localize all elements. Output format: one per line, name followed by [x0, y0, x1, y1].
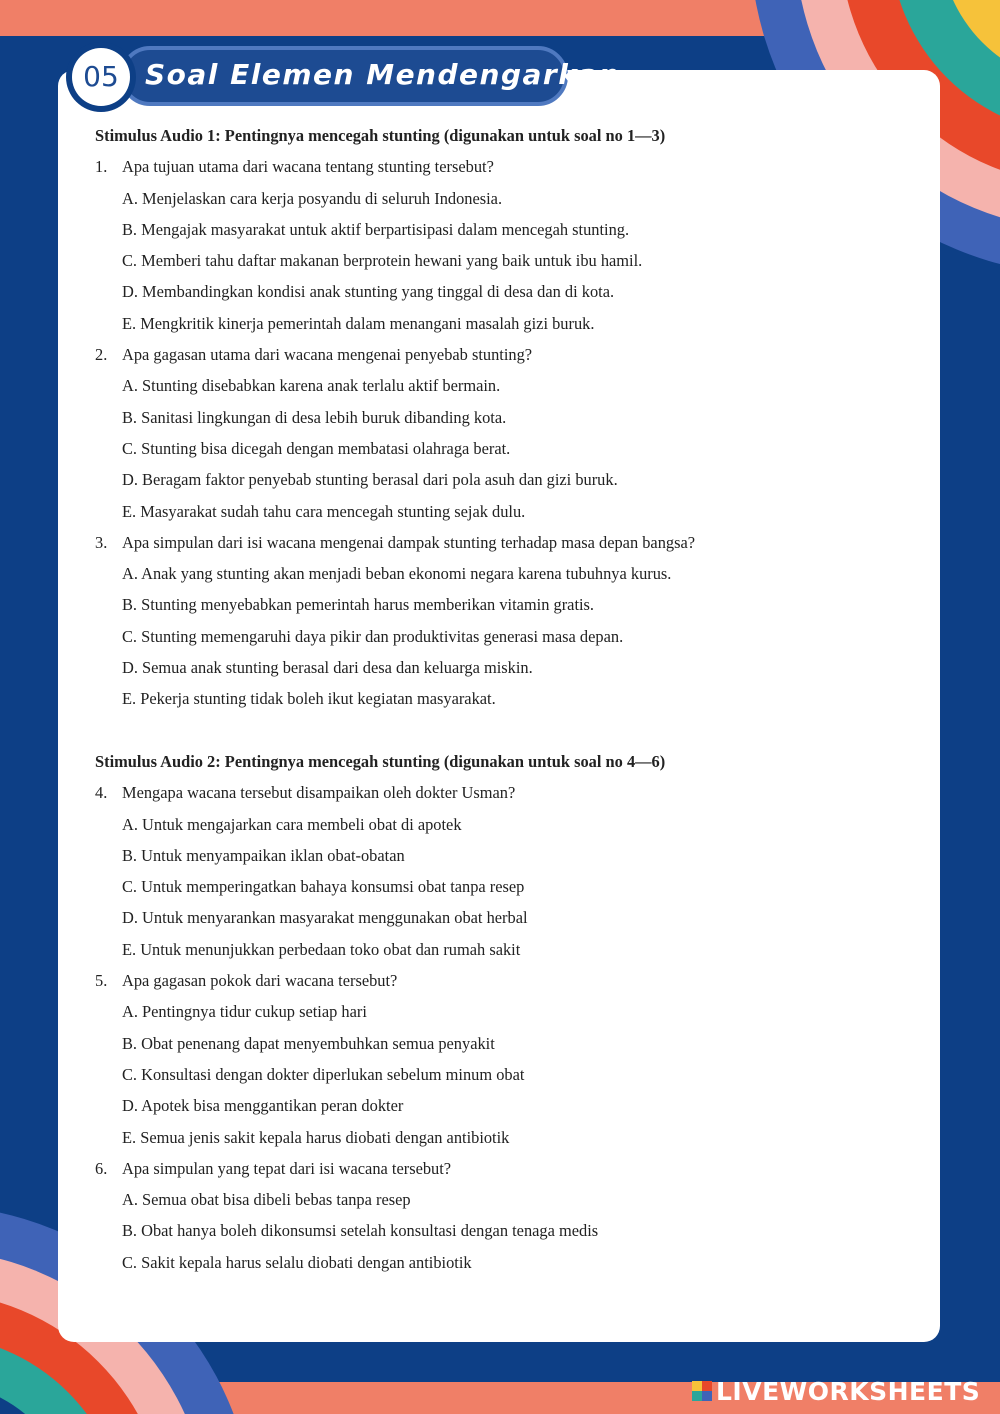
liveworksheets-logo[interactable] — [692, 1376, 980, 1406]
answer-option[interactable]: E. Pekerja stunting tidak boleh ikut kegiatan masyarakat. — [122, 689, 496, 709]
question-number: 4. — [95, 783, 108, 803]
answer-option[interactable]: C. Konsultasi dengan dokter diperlukan sebelum minum obat — [122, 1064, 525, 1084]
answer-option[interactable]: D. Beragam faktor penyebab stunting berasal dari pola asuh dan gizi buruk. — [122, 470, 618, 490]
question-text: Apa tujuan utama dari wacana tentang stunting tersebut? — [122, 157, 494, 177]
answer-option[interactable]: C. Stunting memengaruhi daya pikir dan produktivitas generasi masa depan. — [122, 626, 624, 646]
answer-option[interactable]: E. Masyarakat sudah tahu cara mencegah stunting sejak dulu. — [122, 501, 526, 521]
question-text: Mengapa wacana tersebut disampaikan oleh dokter Usman? — [122, 783, 516, 803]
answer-option[interactable]: C. Stunting bisa dicegah dengan membatasi olahraga berat. — [122, 438, 511, 458]
section-spacer — [95, 715, 915, 746]
answer-option[interactable]: C. Untuk memperingatkan bahaya konsumsi obat tanpa resep — [122, 877, 525, 897]
question — [95, 1153, 915, 1184]
page-title: Soal Elemen Mendengarkan — [145, 58, 621, 91]
answer-option[interactable]: A. Menjelaskan cara kerja posyandu di seluruh Indonesia. — [122, 188, 503, 208]
question-number: 6. — [95, 1158, 108, 1178]
answer-option[interactable]: A. Semua obat bisa dibeli bebas tanpa resep — [122, 1190, 411, 1210]
answer-option[interactable]: D. Membandingkan kondisi anak stunting yang tinggal di desa dan di kota. — [122, 282, 615, 302]
answer-option[interactable]: D. Untuk menyarankan masyarakat menggunakan obat herbal — [122, 908, 528, 928]
answer-option[interactable]: D. Apotek bisa menggantikan peran dokter — [122, 1096, 404, 1116]
question-text: Apa gagasan pokok dari wacana tersebut? — [122, 971, 398, 991]
questions-content — [95, 120, 915, 1278]
question-text: Apa simpulan yang tepat dari isi wacana tersebut? — [122, 1158, 452, 1178]
answer-option[interactable]: C. Memberi tahu daftar makanan berprotein hewani yang baik untuk ibu hamil. — [122, 251, 643, 271]
answer-option[interactable]: A. Untuk mengajarkan cara membeli obat di apotek — [122, 814, 462, 834]
question — [95, 151, 915, 182]
answer-option[interactable]: A. Pentingnya tidur cukup setiap hari — [122, 1002, 367, 1022]
question-text: Apa gagasan utama dari wacana mengenai penyebab stunting? — [122, 345, 533, 365]
question-text: Apa simpulan dari isi wacana mengenai dampak stunting terhadap masa depan bangsa? — [122, 532, 696, 552]
answer-option[interactable]: B. Sanitasi lingkungan di desa lebih buruk dibanding kota. — [122, 407, 507, 427]
answer-option[interactable]: E. Untuk menunjukkan perbedaan toko obat dan rumah sakit — [122, 939, 521, 959]
answer-option[interactable]: A. Anak yang stunting akan menjadi beban ekonomi negara karena tubuhnya kurus. — [122, 564, 672, 584]
answer-option[interactable]: A. Stunting disebabkan karena anak terlalu aktif bermain. — [122, 376, 501, 396]
section-number-badge — [66, 42, 136, 112]
question-number: 5. — [95, 971, 108, 991]
question — [95, 339, 915, 370]
question-number: 2. — [95, 345, 108, 365]
logo-squares-icon — [692, 1381, 712, 1401]
answer-option[interactable]: E. Semua jenis sakit kepala harus diobati dengan antibiotik — [122, 1127, 510, 1147]
answer-option[interactable]: B. Untuk menyampaikan iklan obat-obatan — [122, 845, 405, 865]
answer-option[interactable]: D. Semua anak stunting berasal dari desa dan keluarga miskin. — [122, 658, 533, 678]
question — [95, 527, 915, 558]
question — [95, 965, 915, 996]
logo-text: LIVEWORKSHEETS — [716, 1376, 981, 1406]
answer-option[interactable]: C. Sakit kepala harus selalu diobati dengan antibiotik — [122, 1252, 472, 1272]
answer-option[interactable]: E. Mengkritik kinerja pemerintah dalam menangani masalah gizi buruk. — [122, 313, 595, 333]
answer-option[interactable]: B. Obat hanya boleh dikonsumsi setelah konsultasi dengan tenaga medis — [122, 1221, 599, 1241]
question-number: 1. — [95, 157, 108, 177]
stimulus-heading: Stimulus Audio 2: Pentingnya mencegah stunting (digunakan untuk soal no 4—6) — [95, 751, 666, 771]
stimulus-heading: Stimulus Audio 1: Pentingnya mencegah stunting (digunakan untuk soal no 1—3) — [95, 126, 666, 145]
question-number: 3. — [95, 532, 108, 552]
answer-option[interactable]: B. Stunting menyebabkan pemerintah harus memberikan vitamin gratis. — [122, 595, 595, 615]
answer-option[interactable]: B. Obat penenang dapat menyembuhkan semua penyakit — [122, 1033, 495, 1053]
question — [95, 777, 915, 808]
section-number: 05 — [72, 48, 130, 106]
answer-option[interactable]: B. Mengajak masyarakat untuk aktif berpartisipasi dalam mencegah stunting. — [122, 219, 630, 239]
